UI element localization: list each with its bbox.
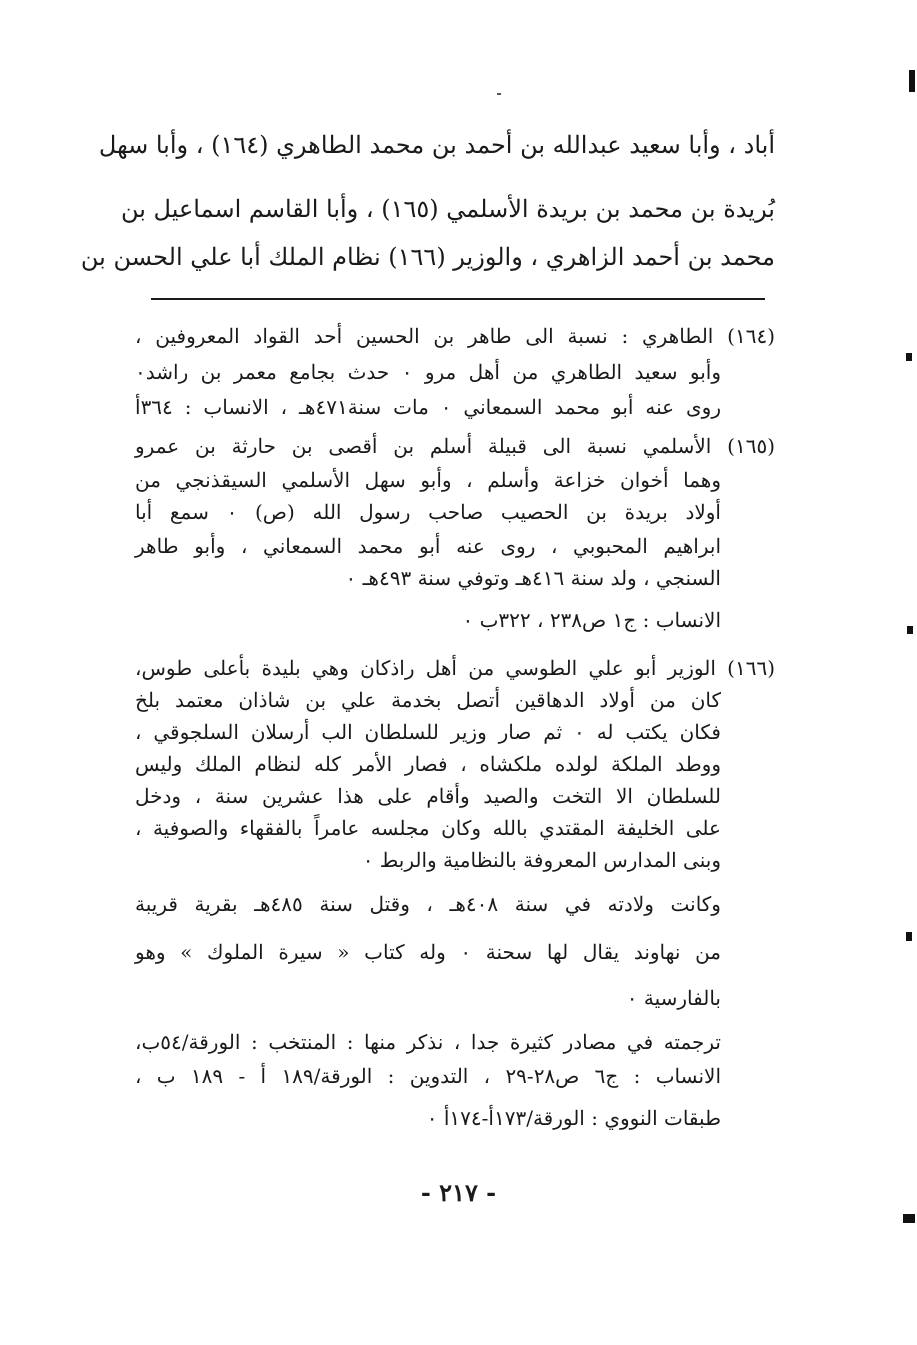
footnote-166-para2-line: وكانت ولادته في سنة ٤٠٨هـ ، وقتل سنة ٤٨٥هـ بقرية قريبة [135,892,721,916]
footnote-164-line: (١٦٤) الطاهري : نسبة الى طاهر بن الحسين أحد القواد المعروفين ، [135,324,775,348]
footnote-166-line: (١٦٦) الوزير أبو علي الطوسي من أهل راذكان وهي بليدة بأعلى طوس، [135,656,775,680]
footnote-165-line: أولاد بريدة بن الحصيب صاحب رسول الله (ص) ٠ سمع أبا [135,500,721,524]
footnote-164-line: وأبو سعيد الطاهري من أهل مرو ٠ حدث بجامع معمر بن راشد٠ [135,360,721,384]
main-text-line: أباد ، وأبا سعيد عبدالله بن أحمد بن محمد الطاهري (١٦٤) ، وأبا سهل [98,131,775,159]
footnote-166-para2-line: بالفارسية ٠ [626,986,721,1010]
page-number: - ٢١٧ - [420,1178,497,1207]
main-text-line: بُريدة بن محمد بن بريدة الأسلمي (١٦٥) ، وأبا القاسم اسماعيل بن [120,195,775,223]
main-text-line: محمد بن أحمد الزاهري ، والوزير (١٦٦) نظام الملك أبا علي الحسن بن [80,243,775,271]
scan-edge-mark [907,626,913,634]
footnote-165-line: (١٦٥) الأسلمي نسبة الى قبيلة أسلم بن أقصى بن حارثة بن عمرو [135,434,775,458]
footnote-166-line: كان من أولاد الدهاقين أتصل بخدمة علي بن شاذان معتمد بلخ [135,688,721,712]
footnote-separator [151,298,765,300]
footnote-166-line: فكان يكتب له ٠ ثم صار وزير للسلطان الب أرسلان السلجوقي ، [135,720,721,744]
footnote-166-line: ووطد الملكة لولده ملكشاه ، فصار الأمر كله لنظام الملك وليس [135,752,721,776]
footnote-166-references-line: طبقات النووي : الورقة/١٧٣أ-١٧٤أ ٠ [426,1106,721,1130]
footnote-164-line: روى عنه أبو محمد السمعاني ٠ مات سنة٤٧١هـ ، الانساب : ٣٦٤أ [135,395,721,419]
footnote-166-para2-line: من نهاوند يقال لها سحنة ٠ وله كتاب « سيرة الملوك » وهو [135,940,722,964]
footnote-166-line: وبنى المدارس المعروفة بالنظامية والربط ٠ [362,848,721,872]
scan-edge-mark [909,70,915,92]
scan-edge-mark [906,353,912,361]
footnote-165-line: ابراهيم المحبوبي ، روى عنه أبو محمد السمعاني ، وأبو طاهر [135,534,721,558]
footnote-165-line: وهما أخوان خزاعة وأسلم ، وأبو سهل الأسلمي السيقذنجي من [135,468,721,492]
footnote-166-references-line: ترجمته في مصادر كثيرة جدا ، نذكر منها : المنتخب : الورقة/٥٤ب، [135,1030,721,1054]
footnote-165-line: السنجي ، ولد سنة ٤١٦هـ وتوفي سنة ٤٩٣هـ ٠ [345,566,721,590]
footnote-165-source: الانساب : ج١ ص٢٣٨ ، ٣٢٢ب ٠ [462,608,721,632]
scan-edge-mark [906,932,912,941]
scan-edge-mark [903,1214,915,1223]
footnote-166-line: على الخليفة المقتدي بالله وكان مجلسه عامراً بالفقهاء والصوفية ، [135,816,721,840]
footnote-166-line: للسلطان الا التخت والصيد وأقام على هذا عشرين سنة ، ودخل [135,784,721,808]
scan-mark [497,93,501,95]
footnote-166-references-line: الانساب : ج٦ ص٢٨-٢٩ ، التدوين : الورقة/١٨٩ أ - ١٨٩ ب ، [135,1064,721,1088]
